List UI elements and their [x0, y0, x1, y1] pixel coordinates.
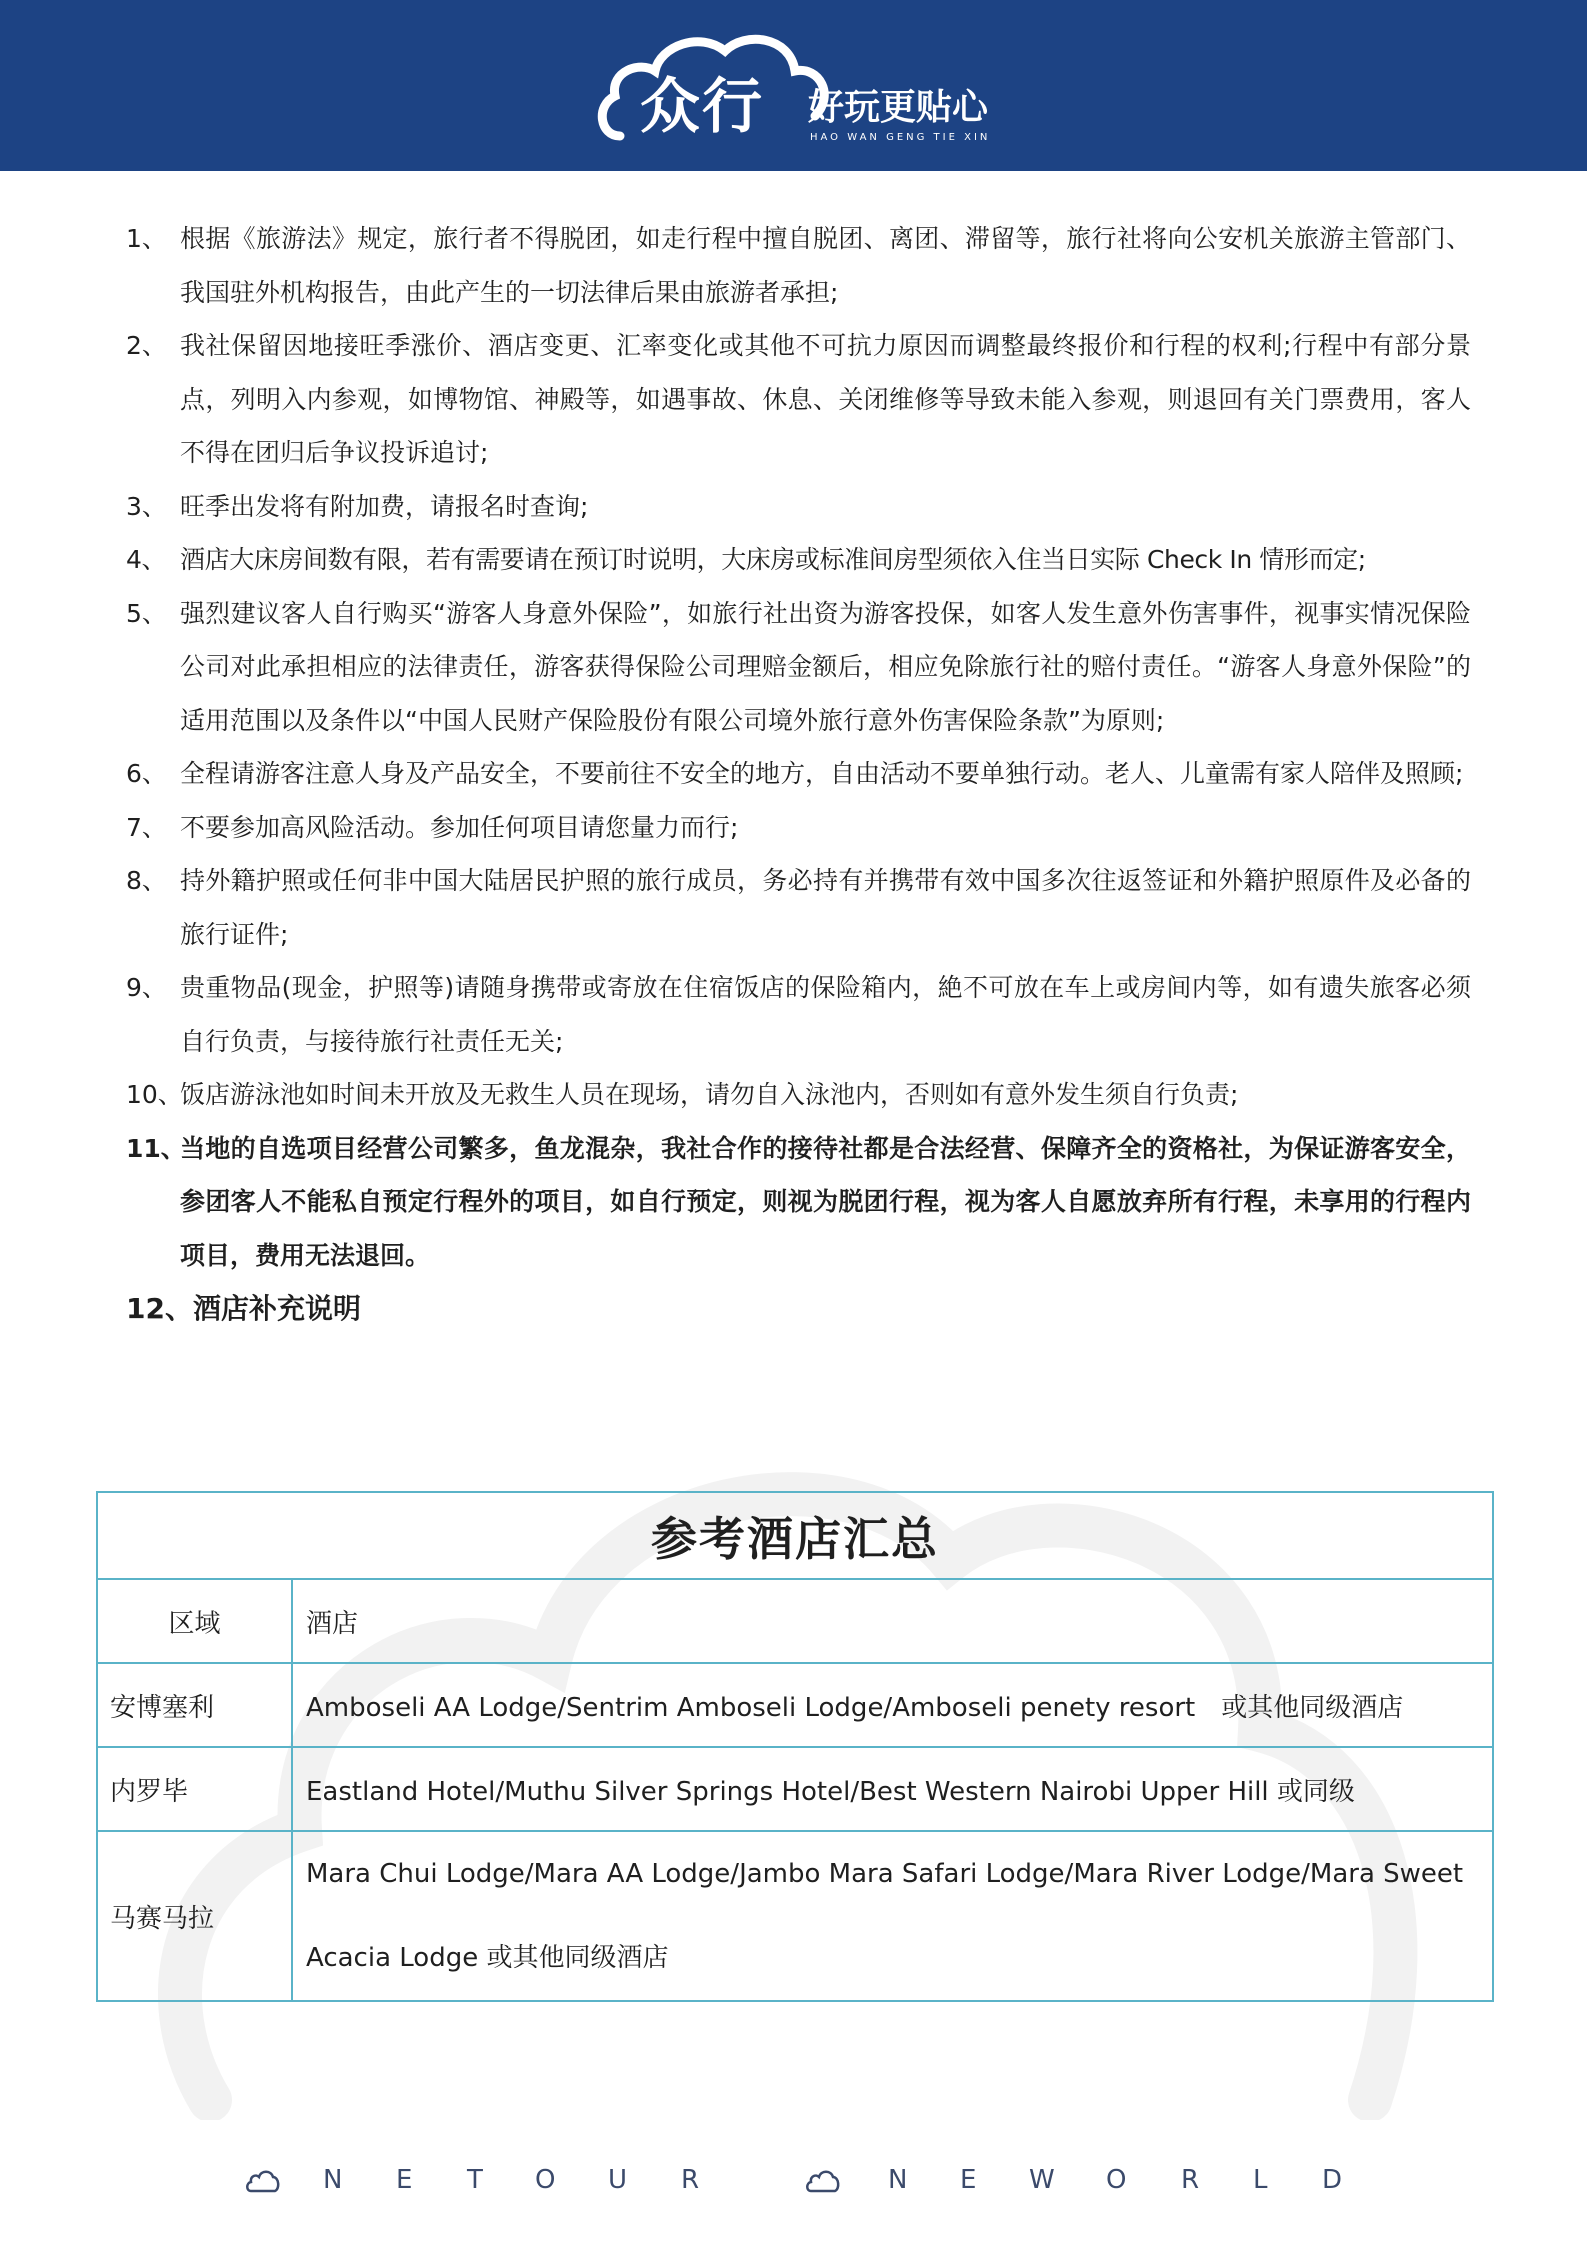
- table-row: [97, 1663, 1493, 1747]
- note-item: 8、 持外籍护照或任何非中国大陆居民护照的旅行成员，务必持有并携带有效中国多次往返签证和外籍护照原件及必备的旅行证件;: [126, 866, 1471, 949]
- hotel-cell: Mara Chui Lodge/Mara AA Lodge/Jambo Mara Safari Lodge/Mara River Lodge/Mara Sweet Acacia Lodge 或其他同级酒店: [292, 1831, 1493, 2001]
- hotel-cell: Amboseli AA Lodge/Sentrim Amboseli Lodge/Amboseli penety resort 或其他同级酒店: [292, 1663, 1493, 1747]
- footer-letter: O: [535, 2165, 556, 2195]
- footer-letter: T: [467, 2165, 483, 2195]
- note-item: 5、 强烈建议客人自行购买“游客人身意外保险”，如旅行社出资为游客投保，如客人发生意外伤害事件，视事实情况保险公司对此承担相应的法律责任，游客获得保险公司理赔金额后，相应免除旅行社的赔付责任。“游客人身意外保险”的适用范围以及条件以“中国人民财产保险股份有限公司境外旅行意外伤害保险条款”为原则;: [126, 598, 1471, 735]
- note-item: 6、 全程请游客注意人身及产品安全，不要前往不安全的地方，自由活动不要单独行动。老人、儿童需有家人陪伴及照顾;: [126, 759, 1464, 788]
- notes-list: [126, 212, 1471, 1336]
- footer-letter: N: [323, 2165, 343, 2195]
- note-item-important: 11、 当地的自选项目经营公司繁多，鱼龙混杂，我社合作的接待社都是合法经营、保障齐全的资格社，为保证游客安全，参团客人不能私自预定行程外的项目，如自行预定，则视为脱团行程，视为客人自愿放弃所有行程，未享用的行程内项目，费用无法退回。: [126, 1133, 1471, 1270]
- note-item: 9、 贵重物品(现金，护照等)请随身携带或寄放在住宿饭店的保险箱内，絶不可放在车上或房间内等，如有遗失旅客必须自行负责，与接待旅行社责任无关;: [126, 973, 1471, 1056]
- note-item: 3、 旺季出发将有附加费，请报名时查询;: [126, 491, 589, 521]
- note-heading-hotels: 12、酒店补充说明: [126, 1292, 361, 1325]
- header-region: 区域: [97, 1579, 292, 1663]
- table-header-row: [97, 1579, 1493, 1663]
- note-item: 10、 饭店游泳池如时间未开放及无救生人员在现场，请勿自入泳池内，否则如有意外发生须自行负责;: [126, 1080, 1239, 1109]
- brand-name: 众行: [640, 72, 764, 142]
- footer-letter: E: [396, 2165, 413, 2195]
- footer-letter: L: [1253, 2165, 1268, 2195]
- footer-letter: R: [1181, 2165, 1200, 2195]
- footer-letter: R: [681, 2165, 700, 2195]
- footer-letter: N: [888, 2165, 908, 2195]
- footer-letter: D: [1322, 2165, 1343, 2195]
- header-hotel: 酒店: [292, 1579, 1493, 1663]
- hotel-table: [96, 1491, 1494, 2002]
- footer-letter: U: [608, 2165, 628, 2195]
- table-title: 参考酒店汇总: [97, 1492, 1493, 1579]
- region-cell: 内罗毕: [97, 1747, 292, 1831]
- note-item: 4、 酒店大床房间数有限，若有需要请在预订时说明，大床房或标准间房型须依入住当日实际 Check In 情形而定;: [126, 545, 1366, 574]
- table-row: [97, 1747, 1493, 1831]
- note-item: 2、 我社保留因地接旺季涨价、酒店变更、汇率变化或其他不可抗力原因而调整最终报价和行程的权利;行程中有部分景点，列明入内参观，如博物馆、神殿等，如遇事故、休息、关闭维修等导致未能入参观，则退回有关门票费用，客人不得在团归后争议投诉追讨;: [126, 331, 1471, 467]
- note-item: 7、 不要参加高风险活动。参加任何项目请您量力而行;: [126, 812, 739, 842]
- hotel-cell: Eastland Hotel/Muthu Silver Springs Hotel/Best Western Nairobi Upper Hill 或同级: [292, 1747, 1493, 1831]
- cloud-icon: [245, 2167, 281, 2195]
- brand-logo: [590, 26, 1010, 156]
- region-cell: 安博塞利: [97, 1663, 292, 1747]
- footer-letter: E: [960, 2165, 977, 2195]
- table-row: [97, 1831, 1493, 2001]
- brand-slogan: 好玩更贴心: [808, 87, 989, 128]
- cloud-icon: [805, 2167, 841, 2195]
- header-band: [0, 0, 1587, 171]
- footer-letter: O: [1106, 2165, 1127, 2195]
- brand-slogan-pinyin: HAO WAN GENG TIE XIN: [810, 132, 991, 143]
- footer-tagline: [0, 2161, 1587, 2201]
- note-item: 1、 根据《旅游法》规定，旅行者不得脱团，如走行程中擅自脱团、离团、滞留等，旅行社将向公安机关旅游主管部门、我国驻外机构报告，由此产生的一切法律后果由旅游者承担;: [126, 224, 1471, 307]
- footer-letter: W: [1029, 2165, 1055, 2195]
- region-cell: 马赛马拉: [97, 1831, 292, 2001]
